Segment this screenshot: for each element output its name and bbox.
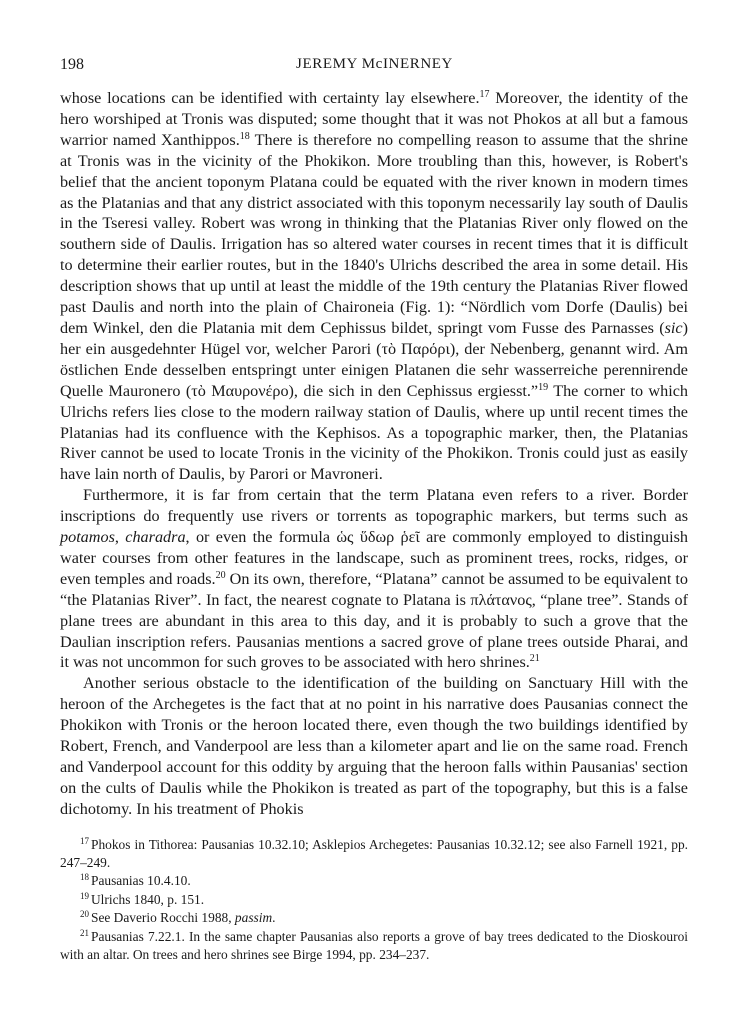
text-run: Furthermore, it is far from certain that the term Platana even refers to a river. Border inscriptions do frequently use rivers or torrents as topographic markers, but terms such as: [60, 486, 688, 526]
footnote-text: Ulrichs 1840, p. 151.: [91, 891, 205, 907]
paragraph-1: [60, 88, 688, 485]
page-number: 198: [60, 56, 84, 73]
footnote-text: Pausanias 10.4.10.: [91, 873, 191, 889]
footnote-number: 19: [80, 890, 89, 901]
text-run: ) her ein ausgedehnter Hügel vor, welcher Parori (τὸ Παρόρι), der Nebenberg, genannt wird. Am östlichen Ende desselben entspringt unter einigen Platanen die sehr wasserreiche perennirende Quelle Mauronero (τὸ Μαυρονέρο), die sich in den Cephissus ergiesst.”: [60, 318, 688, 400]
text-run: On its own, therefore, “Platana” cannot be assumed to be equivalent to “the Platanias River”. In fact, the nearest cognate to Platana is πλάτανος, “plane tree”. Stands of plane trees are abundant in this area to this day, and it is probably to such a grove that the Daulian inscription refers. Pausanias mentions a sacred grove of plane trees outside Pharai, and it was not uncommon for such groves to be associated with hero shrines.: [60, 569, 688, 672]
italic-text: passim: [234, 910, 273, 926]
footnote-21: [60, 928, 688, 963]
footnote-ref-20: 20: [215, 569, 226, 581]
footnote-text: .: [272, 910, 276, 926]
footnote-number: 20: [80, 909, 89, 920]
text-run: ,: [114, 528, 126, 547]
body-text: [60, 88, 688, 820]
footnote-number: 17: [80, 836, 89, 846]
footnote-text: Pausanias 7.22.1. In the same chapter Pausanias also reports a grove of bay trees dedicated to the Dioskouroi with an altar. On trees and hero shrines see Birge 1994, pp. 234–237.: [60, 928, 688, 962]
footnote-17: [60, 836, 688, 871]
footnote-ref-19: 19: [538, 381, 549, 393]
text-run: whose locations can be identified with certainty lay elsewhere.: [60, 89, 480, 107]
footnote-18: [60, 872, 688, 890]
text-run: Another serious obstacle to the identification of the building on Sanctuary Hill with the heroon of the Archegetes is the fact that at no point in his narrative does Pausanias connect the Phokikon with Tronis or the heroon located there, even though the two buildings identified by Robert, French, and Vanderpool are less than a kilometer apart and lie on the same road. French and Vanderpool account for this oddity by arguing that the heroon falls within Pausanias' section on the cults of Daulis while the Phokikon is treated as part of the topography, but this is a false dichotomy. In his treatment of Phokis: [60, 674, 688, 818]
footnote-ref-18: 18: [239, 130, 250, 142]
footnote-text: See Daverio Rocchi 1988,: [91, 910, 235, 926]
text-run: There is therefore no compelling reason to assume that the shrine at Tronis was in the vicinity of the Phokikon. More troubling than this, however, is Robert's belief that the ancient toponym Platana could be equated with the river known in modern times as the Platanias and that any district associated with this toponym necessarily lay south of Daulis in the Tseresi valley. Robert was wrong in thinking that the Platanias River only flowed on the southern side of Daulis. Irrigation has so altered water courses in recent times that it is difficult to determine their earlier routes, but in the 1840's Ulrichs described the area in some detail. His description shows that up until at least the middle of the 19th century the Platanias River flowed past Daulis and north into the plain of Chaironeia (Fig. 1): “Nördlich vom Dorfe (Daulis) bei dem Winkel, den die Platania mit dem Cephissus bildet, springt vom Fusse des Parnasses (: [60, 130, 688, 337]
footnotes: [60, 836, 688, 964]
footnote-20: [60, 909, 688, 927]
text-run: Moreover, the identity of the hero worshiped at Tronis was disputed; some thought that it was not Phokos at all but a famous warrior named Xanthippos.: [60, 89, 689, 149]
italic-text: sic: [664, 318, 683, 337]
paragraph-3: [60, 673, 688, 819]
footnote-ref-21: 21: [529, 653, 540, 665]
footnote-number: 18: [80, 872, 89, 883]
italic-text: charadra: [125, 528, 186, 547]
paragraph-2: [60, 485, 688, 673]
footnote-number: 21: [80, 927, 89, 938]
text-run: , or even the formula ὡς ὕδωρ ῥεῖ are commonly employed to distinguish water courses from other features in the landscape, such as prominent trees, rocks, ridges, or even temples and roads.: [60, 528, 689, 588]
text-run: The corner to which Ulrichs refers lies close to the modern railway station of Daulis, where up until recent times the Platanias had its confluence with the Kephisos. As a topographic marker, then, the Platanias River cannot be used to locate Tronis in the vicinity of the Phokikon. Tronis could just as easily have lain north of Daulis, by Parori or Mavroneri.: [60, 381, 688, 484]
footnote-text: Phokos in Tithorea: Pausanias 10.32.10; Asklepios Archegetes: Pausanias 10.32.12; see also Farnell 1921, pp. 247–249.: [60, 837, 688, 870]
italic-text: potamos: [60, 528, 115, 547]
page-header: [60, 48, 689, 74]
footnote-19: [60, 891, 688, 909]
footnote-ref-17: 17: [479, 89, 490, 100]
running-head: JEREMY McINERNEY: [296, 56, 453, 72]
